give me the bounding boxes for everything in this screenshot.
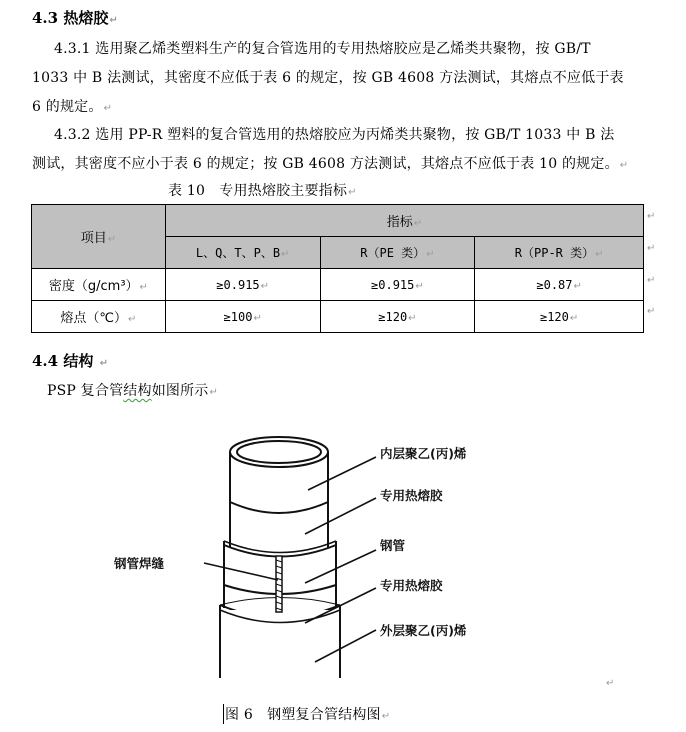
para-4-3-1-line2: 1033 中 B 法测试，其密度不应低于表 6 的规定，按 GB 4608 方法测试，其熔点不应低于表 [32,70,624,86]
label-adhesive-inner: 专用热熔胶 [380,488,443,503]
section-heading-4-4: 4.4 结构 ↵ [32,352,108,370]
paragraph-mark-icon: ↵ [209,387,219,398]
paragraph-mark-icon: ↵ [381,711,391,722]
paragraph-mark-icon: ↵ [606,678,615,689]
paragraph-mark-icon: ↵ [348,187,357,198]
paragraph-mark-icon: ↵ [103,103,113,114]
label-weld-seam: 钢管焊缝 [114,556,165,571]
grammar-squiggle[interactable]: 结构 [123,383,152,399]
header-col-r-pe: R（PE 类）↵ [320,237,475,269]
row-end-mark-icon: ↵ [647,243,656,254]
table-row [32,301,644,333]
row-end-mark-icon: ↵ [647,211,656,222]
table-header-row-1 [32,205,644,237]
cell-value: ≥0.915↵ [320,269,475,301]
label-outer-layer: 外层聚乙(丙)烯 [380,623,467,638]
header-col-r-ppr: R（PP-R 类）↵ [475,237,644,269]
label-steel-pipe: 钢管 [380,538,406,553]
cell-value: ≥120↵ [475,301,644,333]
label-inner-layer: 内层聚乙(丙)烯 [380,446,467,461]
para-4-3-1-line1: 4.3.1 选用聚乙烯类塑料生产的复合管选用的专用热熔胶应是乙烯类共聚物，按 GB/T [54,41,591,57]
para-4-3-2-line1: 4.3.2 选用 PP-R 塑料的复合管选用的热熔胶应为丙烯类共聚物，按 GB/T 1033 中 B 法 [54,127,615,143]
paragraph-mark-icon: ↵ [99,358,108,369]
cell-value: ≥0.915↵ [165,269,320,301]
section-heading-4-3: 4.3 热熔胶↵ [32,9,118,27]
cell-value: ≥100↵ [165,301,320,333]
para-4-3-1-line3: 6 的规定。↵ [32,99,113,115]
para-4-3-2-line2: 测试，其密度不应小于表 6 的规定；按 GB 4608 方法测试，其熔点不应低于表 10 的规定。↵ [32,156,629,172]
figure-caption: 图 6 钢塑复合管结构图↵ [223,704,390,724]
header-item: 项目↵ [32,205,166,269]
cell-value: ≥120↵ [320,301,475,333]
pipe-structure-diagram [100,420,560,680]
row-item-melting-point: 熔点（℃）↵ [32,301,166,333]
row-end-mark-icon: ↵ [647,275,656,286]
section-4-4-intro: PSP 复合管结构如图所示↵ [47,383,219,399]
row-item-density: 密度（g/cm³）↵ [32,269,166,301]
header-group-indicator: 指标↵ [165,205,643,237]
table-caption: 表 10 专用热熔胶主要指标↵ [168,183,357,199]
spec-table [31,204,644,333]
paragraph-mark-icon: ↵ [619,160,629,171]
label-adhesive-outer: 专用热熔胶 [380,578,443,593]
row-end-mark-icon: ↵ [647,306,656,317]
table-row [32,269,644,301]
paragraph-mark-icon: ↵ [109,15,118,26]
cell-value: ≥0.87↵ [475,269,644,301]
header-col-lqtpb: L、Q、T、P、B↵ [165,237,320,269]
